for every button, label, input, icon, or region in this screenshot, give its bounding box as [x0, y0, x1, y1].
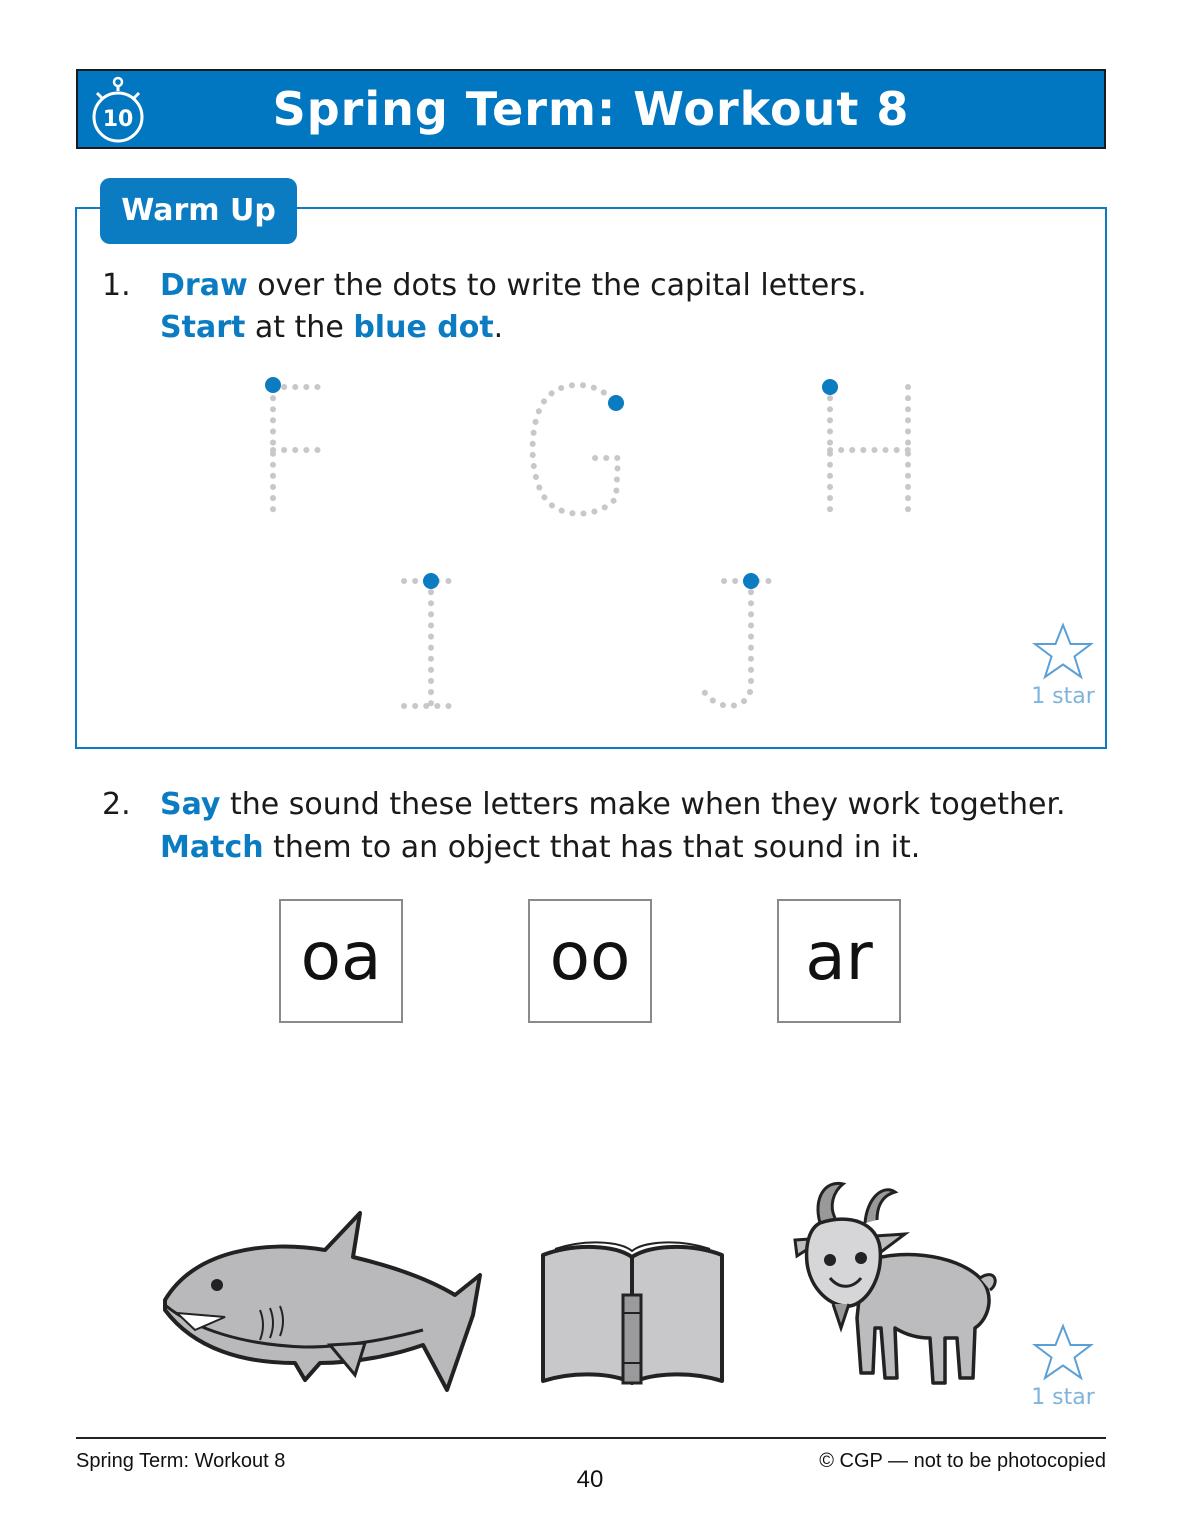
- instruction-text: .: [493, 310, 504, 345]
- book-illustration[interactable]: [535, 1235, 730, 1390]
- score-label: 1 star: [1031, 684, 1095, 709]
- trace-letter-G[interactable]: [533, 385, 618, 514]
- instruction-text: the sound these letters make when they work together.: [220, 787, 1066, 822]
- question-2-line-1: [160, 787, 1066, 822]
- warmup-tab-label: Warm Up: [100, 178, 297, 244]
- start-dot-H: [822, 379, 838, 395]
- question-2-line-2: [160, 830, 920, 865]
- footer-left-text: Spring Term: Workout 8: [76, 1450, 286, 1472]
- footer-copyright: © CGP — not to be photocopied: [819, 1450, 1106, 1472]
- phoneme-card-oo[interactable]: oo: [528, 899, 652, 1023]
- instruction-keyword-start: Start: [160, 310, 246, 345]
- score-label: 1 star: [1031, 1385, 1095, 1410]
- footer-divider: [76, 1437, 1106, 1439]
- page-number: 40: [576, 1466, 604, 1493]
- score-star-q2[interactable]: [1023, 1323, 1103, 1423]
- trace-letter-H[interactable]: [830, 387, 908, 514]
- start-dot-G: [608, 395, 624, 411]
- star-outline-icon: [1031, 1323, 1095, 1383]
- trace-letter-F[interactable]: [273, 387, 328, 514]
- instruction-text: at the: [245, 310, 354, 345]
- start-dot-I: [423, 573, 439, 589]
- trace-letter-I[interactable]: [404, 581, 458, 706]
- start-dot-J: [743, 573, 759, 589]
- shark-illustration[interactable]: [155, 1205, 485, 1400]
- goat-illustration[interactable]: [785, 1178, 1005, 1393]
- instruction-keyword-match: Match: [160, 830, 264, 865]
- question-2-number: 2.: [102, 787, 131, 822]
- start-dot-F: [265, 377, 281, 393]
- phoneme-card-oa[interactable]: oa: [279, 899, 403, 1023]
- instruction-text: over the dots to write the capital letters.: [247, 268, 867, 303]
- timer-minutes: 10: [102, 107, 134, 132]
- letter-tracing-area: [0, 0, 1200, 760]
- instruction-keyword-say: Say: [160, 787, 221, 822]
- instruction-text: them to an object that has that sound in it.: [263, 830, 921, 865]
- score-star-q1[interactable]: [1023, 622, 1103, 722]
- phoneme-card-ar[interactable]: ar: [777, 899, 901, 1023]
- star-outline-icon: [1031, 622, 1095, 682]
- instruction-keyword-blue-dot: blue dot: [353, 310, 494, 345]
- instruction-keyword-draw: Draw: [160, 268, 248, 303]
- question-1-number: 1.: [102, 268, 131, 303]
- page-title: Spring Term: Workout 8: [272, 82, 910, 136]
- trace-letter-J[interactable]: [700, 581, 778, 706]
